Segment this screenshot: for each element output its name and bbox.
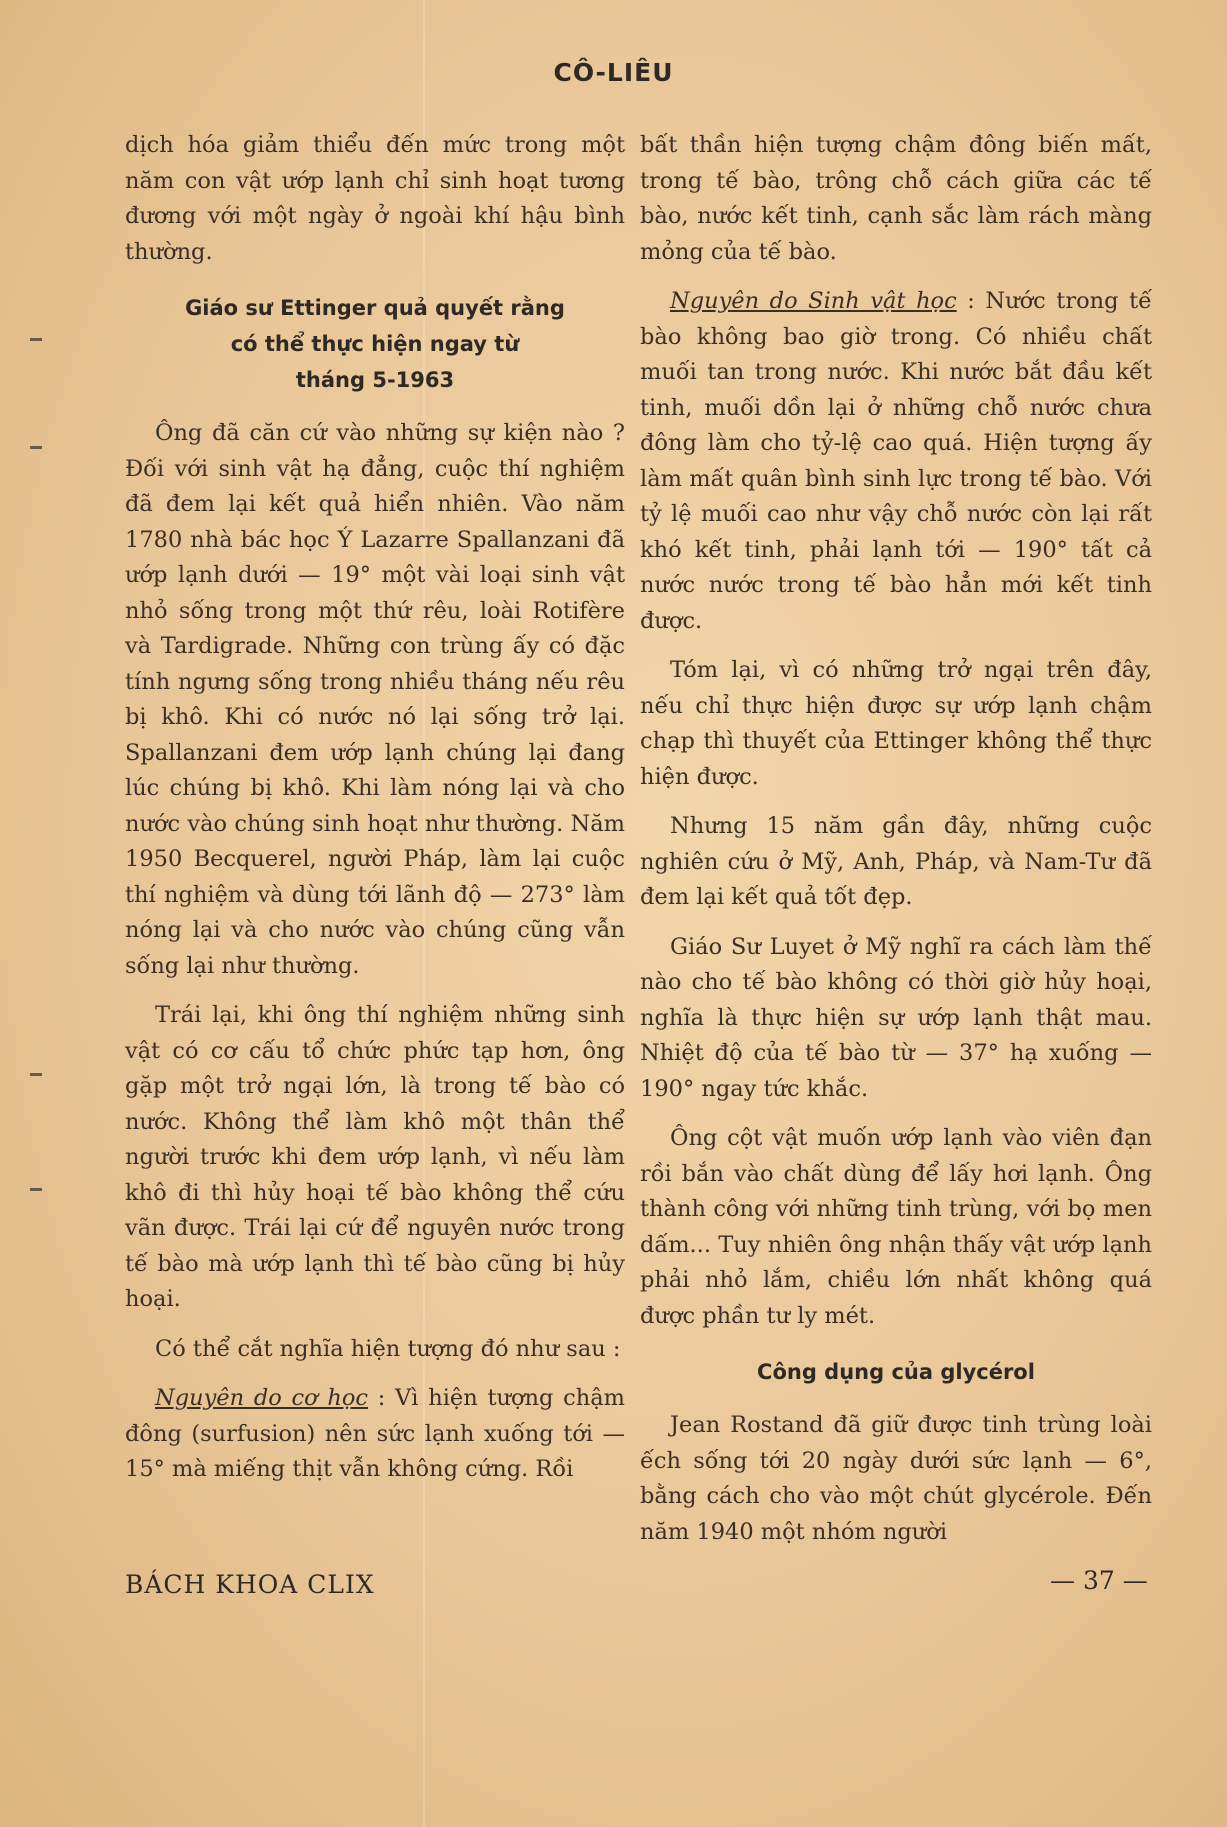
paragraph-biological-cause — [640, 284, 1152, 639]
paragraph: Nhưng 15 năm gần đây, những cuộc nghiên cứu ở Mỹ, Anh, Pháp, và Nam-Tư đã đem lại kết quả tốt đẹp. — [640, 813, 1152, 910]
page-number: — 37 — — [1050, 1566, 1148, 1595]
paragraph-mechanical-cause — [125, 1381, 625, 1488]
margin-mark — [30, 446, 42, 449]
margin-mark — [30, 338, 42, 341]
cause-text: : Vì hiện tượng chậm đông (surfusion) nên sức lạnh xuống tới — 15° mà miếng thịt vẫn không cứng. Rồi — [125, 1385, 625, 1482]
paragraph: Giáo Sư Luyet ở Mỹ nghĩ ra cách làm thế nào cho tế bào không có thời giờ hủy hoại, nghĩa là thực hiện sự ướp lạnh thật mau. Nhiệt độ của tế bào từ — 37° hạ xuống — 190° ngay tức khắc. — [640, 933, 1152, 1102]
paragraph: Ông đã căn cứ vào những sự kiện nào ? Đối với sinh vật hạ đẳng, cuộc thí nghiệm đã đem lại kết quả hiển nhiên. Vào năm 1780 nhà bác học Ý Lazarre Spallanzani đã ướp lạnh dưới — 19° một vài loại sinh vật nhỏ sống trong một thứ rêu, loài Rotifère và Tardigrade. Những con trùng ấy có đặc tính ngưng sống trong nhiều tháng nếu rêu bị khô. Khi có nước nó lại sống trở lại. Spallanzani đem ướp lạnh chúng lại đang lúc chúng bị khô. Khi làm nóng lại và cho nước vào chúng sinh hoạt như thường. Năm 1950 Becquerel, người Pháp, làm lại cuộc thí nghiệm và dùng tới lãnh độ — 273° làm nóng lại và cho nước vào chúng cũng vẫn sống lại như thường. — [125, 420, 625, 979]
right-column — [640, 128, 1152, 1564]
publication-name: BÁCH KHOA CLIX — [125, 1570, 375, 1599]
section-heading-glycerol: Công dụng của glycérol — [757, 1360, 1035, 1384]
cause-label: Nguyên do cơ học — [155, 1385, 369, 1411]
paragraph: Tóm lại, vì có những trở ngại trên đây, nếu chỉ thực hiện được sự ướp lạnh chậm chạp thì thuyết của Ettinger không thể thực hiện được. — [640, 657, 1152, 790]
margin-mark — [30, 1073, 42, 1076]
paragraph: Trái lại, khi ông thí nghiệm những sinh vật có cơ cấu tổ chức phức tạp hơn, ông gặp một trở ngại lớn, là trong tế bào có nước. Không thể làm khô một thân thể người trước khi đem ướp lạnh, vì nếu làm khô đi thì hủy hoại tế bào không thể cứu vãn được. Trái lại cứ để nguyên nước trong tế bào mà ướp lạnh thì tế bào cũng bị hủy hoại. — [125, 1002, 625, 1312]
heading-line: tháng 5-1963 — [295, 368, 455, 392]
heading-line: Giáo sư Ettinger quả quyết rằng — [185, 296, 565, 320]
section-heading-ettinger — [125, 290, 625, 398]
margin-mark — [30, 1188, 42, 1191]
paragraph: Jean Rostand đã giữ được tinh trùng loài ếch sống tới 20 ngày dưới sức lạnh — 6°, bằng cách cho vào một chút glycérole. Đến năm 1940 một nhóm người — [640, 1412, 1152, 1545]
paragraph: bất thần hiện tượng chậm đông biến mất, trong tế bào, trông chỗ cách giữa các tế bào, nước kết tinh, cạnh sắc làm rách màng mỏng của tế bào. — [640, 132, 1152, 265]
paragraph: Ông cột vật muốn ướp lạnh vào viên đạn rồi bắn vào chất dùng để lấy hơi lạnh. Ông thành công với những tinh trùng, với bọ men dấm... Tuy nhiên ông nhận thấy vật ướp lạnh phải nhỏ lắm, chiều lớn nhất không quá được phần tư ly mét. — [640, 1125, 1152, 1329]
left-column — [125, 128, 625, 1502]
intro-paragraph: dịch hóa giảm thiểu đến mức trong một năm con vật ướp lạnh chỉ sinh hoạt tương đương với một ngày ở ngoài khí hậu bình thường. — [125, 132, 625, 265]
cause-text: : Nước trong tế bào không bao giờ trong. Có nhiều chất muối tan trong nước. Khi nước bắt đầu kết tinh, muối dồn lại ở những chỗ nước chưa đông làm cho tỷ-lệ cao quá. Hiện tượng ấy làm mất quân bình sinh lực trong tế bào. Với tỷ lệ muối cao như vậy chỗ nước còn lại rất khó kết tinh, phải lạnh tới — 190° tất cả nước nước trong tế bào hẳn mới kết tinh được. — [640, 288, 1152, 634]
heading-line: có thể thực hiện ngay từ — [230, 332, 520, 356]
cause-label: Nguyên do Sinh vật học — [670, 288, 957, 314]
running-head: CÔ-LIÊU — [553, 58, 674, 87]
paragraph: Có thể cắt nghĩa hiện tượng đó như sau : — [155, 1335, 621, 1362]
